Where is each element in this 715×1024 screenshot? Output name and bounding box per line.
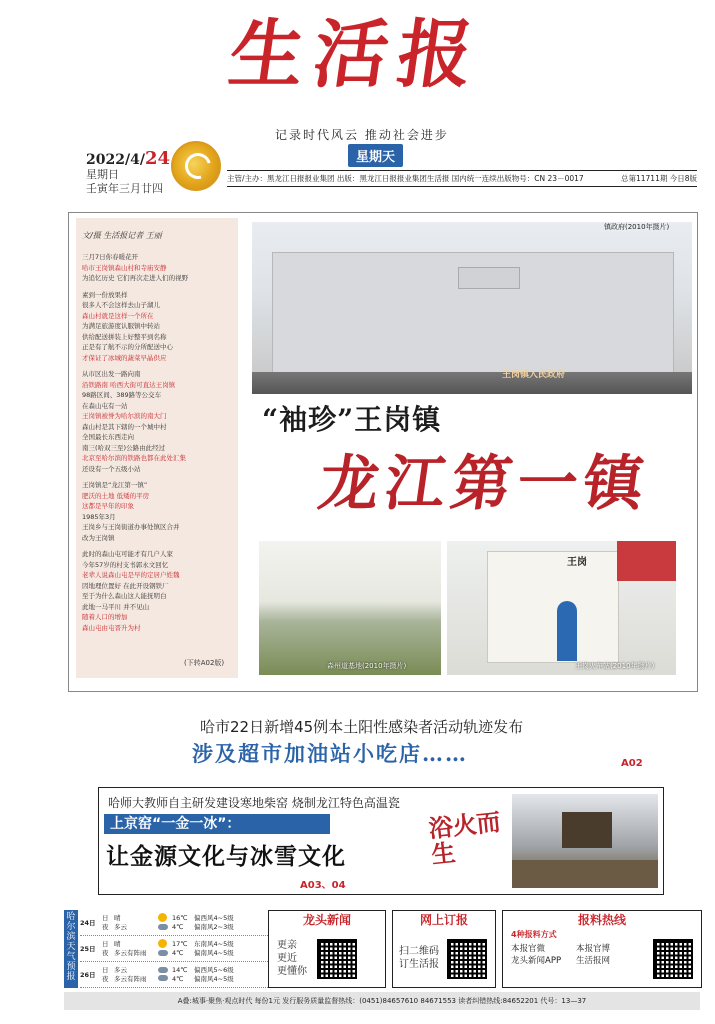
weather-condition [114,914,158,932]
news2-page-ref: A03、04 [300,880,346,891]
night-label: 夜 [102,948,109,957]
station-door [557,601,577,661]
hotline-item: 本报官微 [511,944,546,954]
news1-headline: 涉及超市加油站小吃店…… [192,741,468,766]
newspaper-title: 生活报 [223,12,489,98]
poem-line: 随着人口的增加 [82,613,128,621]
poem-line: 老辈人说森山屯是早的定居户姓魏 [82,571,180,579]
fence-shape [252,372,692,394]
poem-line: 北京至哈尔滨的铁路也都在此处汇集 [82,454,186,462]
poem-line: 素到一份放果样 [82,290,128,299]
weather-date: 25日 [80,945,96,953]
weather-row [80,910,280,936]
date-details [86,168,163,196]
date-lunar: 壬寅年三月廿四 [86,182,163,195]
weather-wind [194,940,254,958]
hotline-items [511,943,641,967]
sun-icon [158,939,167,948]
poem-line: 王岗镇被誉为哈尔滨的南大门 [82,412,167,420]
subscribe-line: 订生活报 [399,959,439,970]
poem-line: 森山屯由屯晋升为村 [82,623,141,632]
weather-temps [172,914,194,932]
high-temp: 16℃ [172,913,188,922]
day-label: 日 [102,965,109,974]
main-photo-caption: 镇政府(2010年摄片) [604,223,670,231]
feature-headline-large: 龙江第一镇 [314,449,655,519]
poem-line: 此地一马平川 并不见山 [82,602,150,611]
poem-line: 这都是早年的印象 [82,502,134,510]
building-shape [272,252,674,374]
day-wind: 偏西风4~5级 [194,913,234,922]
night-wind: 偏南风2~3级 [194,922,234,931]
high-temp: 17℃ [172,939,188,948]
cloud-icon [158,924,168,930]
publication-info [227,170,697,187]
night-condition: 多云 [114,922,127,931]
poem-line: 正是有了航不示的分所配送中心 [82,343,173,351]
promo-news-app[interactable] [268,910,386,988]
footer-bar: A叠:城事·聚焦·观点时代 每份1元 发行服务质量监督热线：(0451)84657610 84671553 读者纠错热线:84652201 代号：13—37 [64,992,700,1010]
news1-page-ref: A02 [621,758,643,769]
slogan: 记录时代风云 推动社会进步 [275,128,449,142]
night-label: 夜 [102,974,109,983]
weather-wind [194,966,254,984]
weather-table [80,910,280,988]
building-tower [458,267,520,289]
poem-line: 沿铁路南 哈西大街可直达王岗镇 [82,380,176,389]
day-night-labels [102,940,114,958]
poem-line: 98路区间、389路等公交车 [82,391,162,399]
day-condition: 晴 [114,913,121,922]
poem-line: 全国最长东西走向 [82,433,134,441]
government-sign: 王岗镇人民政府 [502,370,566,380]
station-building [487,551,619,663]
photo-base-caption: 森州道基地(2010年摄片) [327,662,407,670]
hotline-item: 本报官博 [576,944,611,954]
low-temp: 4℃ [172,974,184,983]
poem-line: 森山村是其下辖的一个城中村 [82,422,167,431]
subscribe-title: 网上订报 [419,913,468,927]
day-night-labels [102,966,114,984]
sun-icon [158,913,167,922]
poem-line: 此时的森山屯可能才有几户人家 [82,550,173,558]
day-wind: 东南风4~5级 [194,939,234,948]
feature-headline-small: “袖珍”王岗镇 [262,403,442,436]
night-wind: 偏南风4~5级 [194,974,234,983]
poem-line: 至于为什么森山这人能抚明白 [82,592,167,600]
low-temp: 4℃ [172,922,184,931]
day-condition: 晴 [114,939,121,948]
news1-subhead: 哈市22日新增45例本土阳性感染者活动轨迹发布 [200,718,524,736]
kiln-photo [512,794,658,888]
news-app-line: 更亲 [277,940,297,951]
poem-line: 改为王岗镇 [82,533,115,542]
date-day: 24 [144,148,170,169]
weather-icons [158,939,172,958]
weather-condition [114,940,158,958]
cloud-icon [158,975,168,981]
day-night-labels [102,914,114,932]
weather-date: 24日 [80,919,96,927]
photo-station-caption: 王岗火车站(2010年摄片) [575,662,655,670]
poem-line: 王岗镇是“龙江第一镇” [82,481,148,489]
weather-icons [158,967,172,983]
poem-line: 在森山屯有一站 [82,401,128,410]
low-temp: 4℃ [172,948,184,957]
poem-line: 还设有一个五级小站 [82,464,141,473]
poem-author: 文/摄 生活报记者 王丽 [82,231,162,240]
night-condition: 多云有阵雨 [114,974,147,983]
cloud-icon [158,967,168,973]
photo-base [259,541,441,675]
news2-headline: 让金源文化与冰雪文化 [106,843,346,870]
date-prefix: 2022/4/ [86,152,145,168]
weather-row [80,936,280,962]
brush-calligraphy: 浴火而生 [427,806,502,870]
poem-line: 今年57岁的村支书郭永文回忆 [82,560,169,569]
night-condition: 多云有阵雨 [114,948,147,957]
hotline-item: 龙头新闻APP [511,956,562,966]
weather-label: 哈尔滨天气预报 [64,910,78,988]
weather-date: 26日 [80,971,96,979]
issue-number: 总第11711期 今日8版 [620,174,697,183]
poem-line: 为追忆历史 它们再次走进人们的视野 [82,274,189,282]
weather-condition [114,966,158,984]
news2-kicker: 上京窑“一金一冰”： [104,814,330,834]
news-app-lines [277,939,307,978]
publisher-info: 主管/主办：黑龙江日报报业集团 出版：黑龙江日报报业集团生活报 国内统一连续出版物号：CN 23－0017 [227,174,584,183]
photo-railway-station [447,541,676,675]
subscribe-lines [399,945,439,971]
qr-code-icon[interactable] [317,939,357,979]
day-label: 日 [102,913,109,922]
weather-wind [194,914,254,932]
main-photo-government-building [252,222,692,394]
kiln-shape [562,812,612,848]
poem-line: 森山村就是这样一个所在 [82,311,154,320]
poem-line: 王岗乡与王岗街道办事处镇区合并 [82,523,180,531]
station-sign: 王岗 [567,557,587,568]
poem-line: 哈市王岗镇森山村和寺庙安静 [82,263,167,272]
continued-note: (下转A02版) [184,659,225,667]
weather-temps [172,966,194,984]
hotline-methods: 4种报料方式 [511,930,557,939]
day-label: 日 [102,939,109,948]
news-app-line: 更近 [277,953,297,964]
weekday-badge: 星期天 [348,144,403,167]
news-app-line: 更懂你 [277,966,307,977]
subscribe-line: 扫二维码 [399,946,439,957]
cloud-icon [158,950,168,956]
poem-line: 因地理位置好 在此开设钢铁厂 [82,581,169,590]
night-wind: 偏南风4~5级 [194,948,234,957]
poem-line: 很多人不会这样去山子湖儿 [82,301,160,309]
news-app-title: 龙头新闻 [302,913,351,927]
weather-icons [158,913,172,932]
news2-subhead: 哈师大教师自主研发建设寒地柴窑 烧制龙江特色高温瓷 [108,796,400,810]
day-condition: 多云 [114,965,127,974]
red-roof [617,541,676,581]
ground-shape [512,860,658,888]
logo-emblem-icon [171,141,221,191]
weather-temps [172,940,194,958]
date-weekday: 星期日 [86,168,119,181]
poem-line: 为满足旅游度认服镇中转站 [82,322,160,330]
poem-line: 肥沃的土地 低矮的平房 [82,491,150,500]
night-label: 夜 [102,922,109,931]
hotline-item: 生活报网 [576,956,611,966]
poem-line: 供给配送拼装上好整平到名称 [82,332,167,341]
poem-line: 三月7日你春暖花开 [82,253,139,261]
qr-code-icon[interactable] [447,939,487,979]
issue-date [86,148,170,169]
promo-subscribe[interactable] [392,910,496,988]
poem-line: 南三(哈双三至)公路由此经过 [82,443,166,452]
promo-hotline[interactable] [502,910,702,988]
high-temp: 14℃ [172,965,188,974]
day-wind: 偏西风5~6级 [194,965,234,974]
weather-row [80,962,280,988]
poem-text [82,252,234,633]
hotline-title: 报料热线 [577,913,626,927]
poem-line: 才保证了冰城的蔬菜早晶供应 [82,353,167,362]
poem-line: 从市区出发一路向南 [82,370,141,378]
qr-code-icon[interactable] [653,939,693,979]
poem-line: 1985年3月 [82,512,116,521]
